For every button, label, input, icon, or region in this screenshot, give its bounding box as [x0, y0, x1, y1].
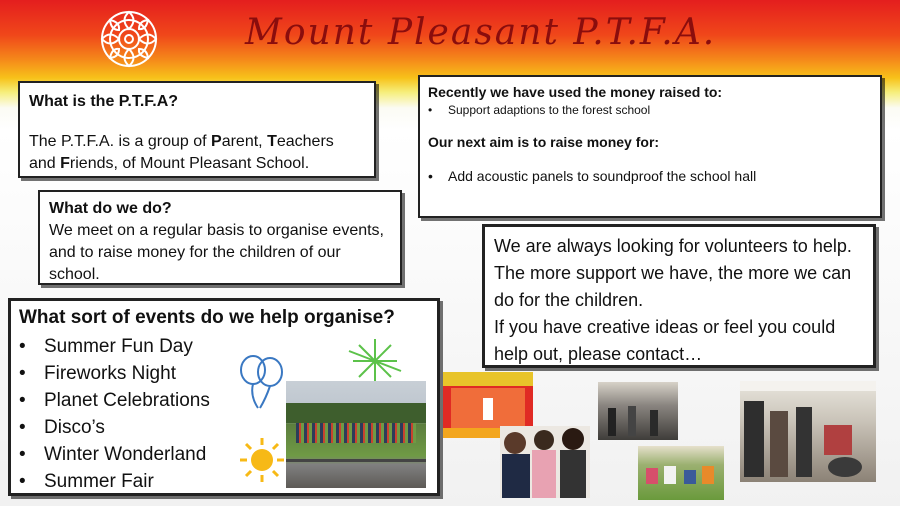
summer-fair-photo [286, 381, 426, 488]
event-item: • Fireworks Night [19, 363, 176, 384]
winter-wonderland-photo [740, 381, 876, 482]
event-item: • Summer Fair [19, 471, 154, 492]
fireworks-icon [345, 336, 405, 386]
aim-item: • Add acoustic panels to soundproof the school hall [428, 168, 757, 184]
what-do-we-do-box [38, 190, 402, 285]
volunteers-box [482, 224, 876, 368]
event-item: • Planet Celebrations [19, 390, 210, 411]
page-title: Mount Pleasant P.T.F.A. [245, 12, 717, 53]
balloons-icon [236, 352, 288, 410]
what-is-ptfa-box [18, 81, 376, 178]
picnic-photo [638, 446, 724, 500]
used-heading: Recently we have used the money raised to: [428, 84, 723, 100]
what-do-heading: What do we do? [49, 200, 172, 217]
volunteers-line1: We are always looking for volunteers to help. The more support we have, the more we can do for the children. [494, 236, 852, 310]
sun-icon [238, 436, 286, 484]
used-item: • Support adaptions to the forest school [428, 103, 651, 117]
what-is-heading: What is the P.T.F.A? [29, 93, 179, 110]
what-do-body: We meet on a regular basis to organise events, and to raise money for the children of our school. [49, 222, 384, 283]
aim-heading: Our next aim is to raise money for: [428, 134, 660, 150]
volunteers-line2: If you have creative ideas or feel you could help out, please contact… [494, 317, 836, 364]
children-photo [500, 426, 590, 498]
money-box [418, 75, 882, 218]
event-item: • Summer Fun Day [19, 336, 193, 357]
event-item: • Disco’s [19, 417, 105, 438]
disco-photo [598, 382, 678, 440]
event-item: • Winter Wonderland [19, 444, 207, 465]
what-is-body: The P.T.F.A. is a group of Parent, Teachers and Friends, of Mount Pleasant School. [29, 133, 334, 172]
tudor-rose-logo [98, 8, 160, 70]
events-heading: What sort of events do we help organise? [19, 307, 395, 328]
